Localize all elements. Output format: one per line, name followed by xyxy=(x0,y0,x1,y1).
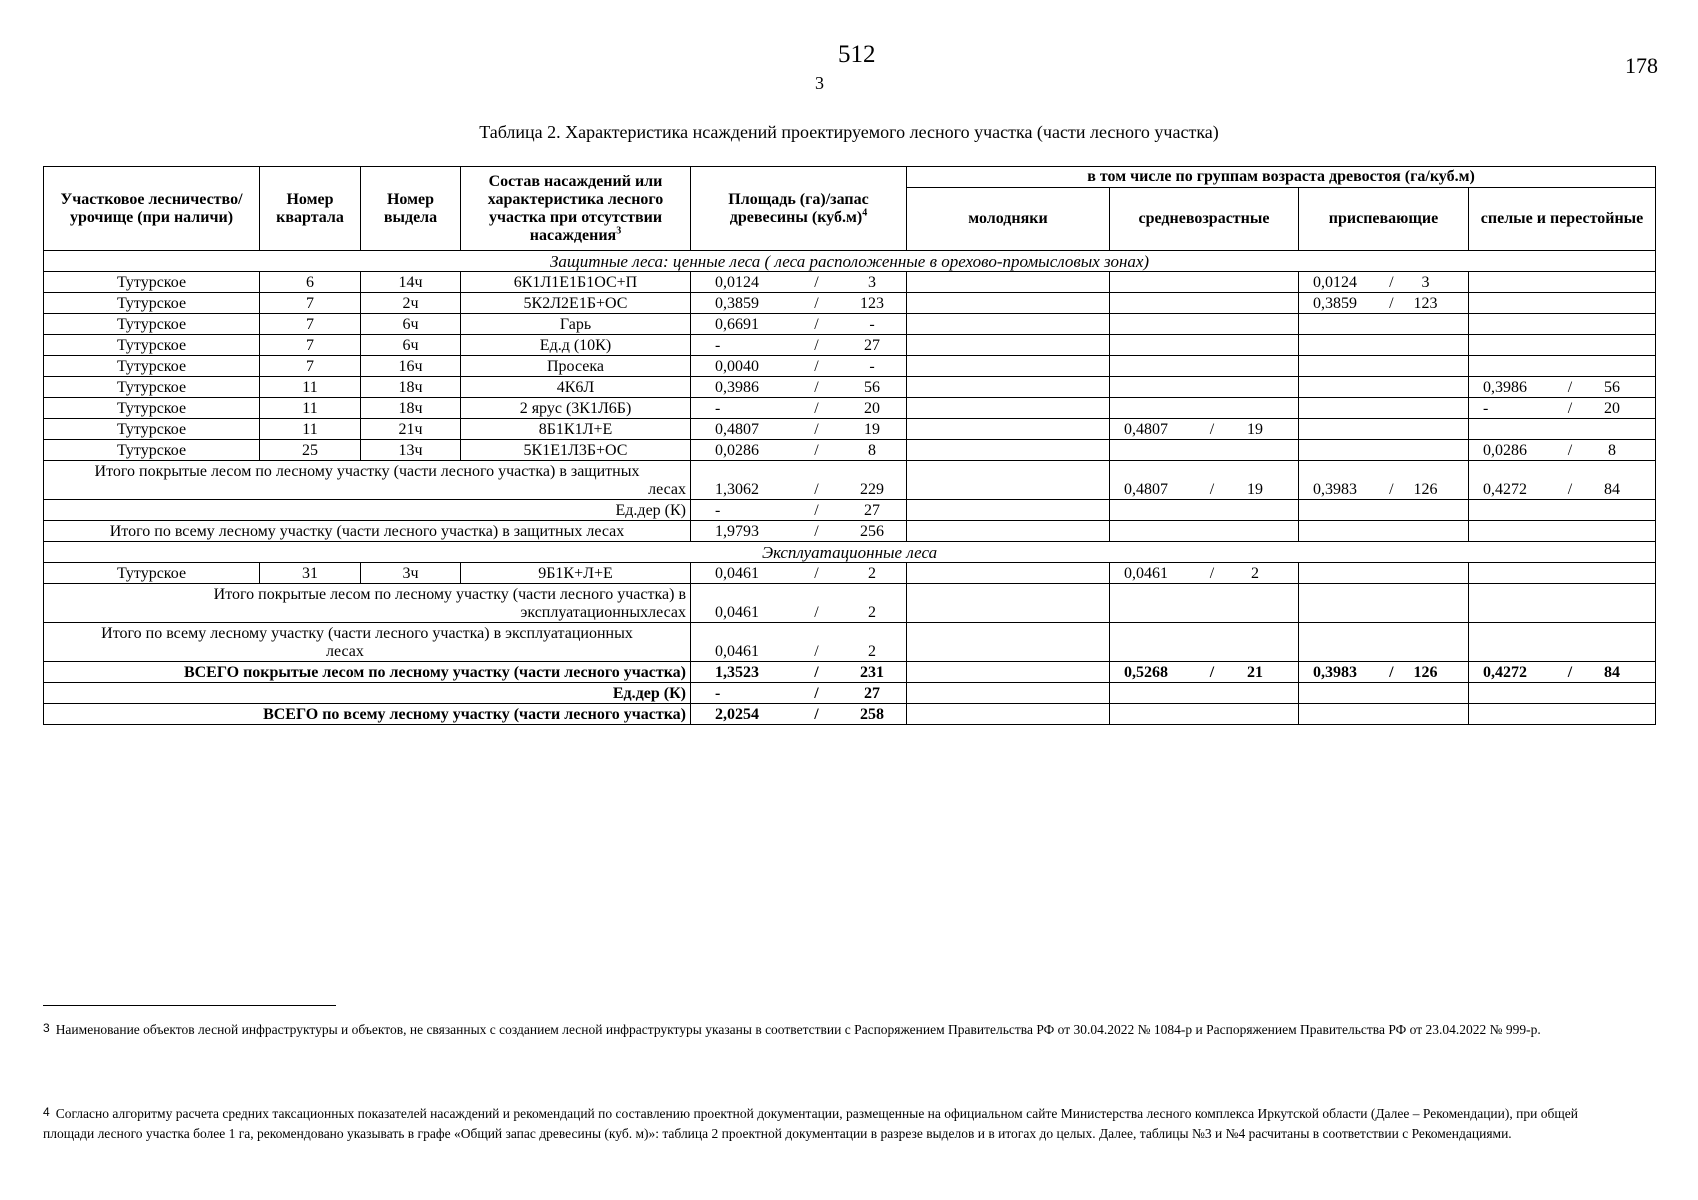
value-volume: 258 xyxy=(860,706,884,723)
value-area: 0,3859 xyxy=(715,295,759,312)
header-area xyxy=(691,167,907,251)
cell-allotment: 3ч xyxy=(361,563,461,584)
footnote-3-text: Наименование объектов лесной инфраструктуры и объектов, не связанных с созданием лесной инфраструктуры указаны в соответствии с Распоряжением Правительства РФ от 30.04.2022 № 1084-р и Распоряжением Правительства РФ от 23.04.2022 № 999-р. xyxy=(55,1022,1541,1037)
value-volume: 126 xyxy=(1413,664,1438,681)
cell-quarter: 7 xyxy=(260,314,361,335)
value-volume: 3 xyxy=(868,274,876,291)
cell-forestry: Тутурское xyxy=(44,293,260,314)
value-volume: 56 xyxy=(864,379,880,396)
separator-slash: / xyxy=(814,685,819,702)
value-volume: 21 xyxy=(1247,664,1263,681)
age-group-cell xyxy=(1110,314,1299,335)
subtotal-single-trees xyxy=(44,500,1656,521)
cell-area-volume xyxy=(691,704,907,725)
cell-allotment: 13ч xyxy=(361,440,461,461)
age-group-cell xyxy=(907,335,1110,356)
table-row xyxy=(44,335,1656,356)
value-area: 0,0124 xyxy=(715,274,759,291)
cell-quarter: 25 xyxy=(260,440,361,461)
page-number: 512 xyxy=(838,41,876,68)
separator-slash: / xyxy=(1567,664,1573,681)
header-maturing: приспевающие xyxy=(1299,188,1469,251)
value-area: 0,3986 xyxy=(715,379,759,396)
value-area: 1,3523 xyxy=(715,664,759,681)
subtotal-covered-exploitation xyxy=(44,584,1656,623)
table-body xyxy=(44,251,1656,725)
cell-area-volume xyxy=(691,419,907,440)
age-group-cell xyxy=(907,461,1110,500)
subtotal-all-exploitation xyxy=(44,623,1656,662)
summary-label-line1: Итого покрытые лесом по лесному участку (части лесного участка) в защитных xyxy=(94,463,640,480)
age-group-cell xyxy=(1299,623,1469,662)
cell-quarter: 11 xyxy=(260,419,361,440)
value-area: 0,0286 xyxy=(715,442,759,459)
table-row xyxy=(44,272,1656,293)
summary-label-line1: Итого по всему лесному участку (части лесного участка) в эксплуатационных xyxy=(101,625,633,642)
separator-slash: / xyxy=(814,604,819,621)
summary-label-line2: лесах xyxy=(648,481,686,498)
footnote-4-text: Согласно алгоритму расчета средних таксационных показателей насаждений и рекомендаций по составлению проектной документации, размещенные на официальном сайте Министерства лесного комплекса Иркутской области (Далее – Рекомендации), при общей площади лесного участка более 1 га, рекомендовано указывать в графе «Общий запас древесины (куб. м)»: таблица 2 проектной документации в разрезе выделов и в итогах до целых. Далее, таблицы №3 и №4 расчитаны в соответствии с Рекомендациями. xyxy=(43,1106,1578,1141)
section-exploitation-forests: Эксплуатационные леса xyxy=(44,542,1656,563)
header-composition-text: Состав насаждений или характеристика лесного участка при отсутствии насаждения xyxy=(487,172,664,244)
cell-quarter: 6 xyxy=(260,272,361,293)
age-group-cell xyxy=(1469,461,1656,500)
value-volume: 256 xyxy=(860,523,884,540)
value-volume: 123 xyxy=(860,295,884,312)
table-caption: Таблица 2. Характеристика нсаждений проектируемого лесного участка (части лесного участка) xyxy=(479,122,1219,142)
value-area: 0,0286 xyxy=(1483,442,1527,459)
total-covered xyxy=(44,662,1656,683)
header-mature: спелые и перестойные xyxy=(1469,188,1656,251)
value-volume: 19 xyxy=(864,421,880,438)
value-volume: 2 xyxy=(868,604,876,621)
age-group-cell xyxy=(907,272,1110,293)
age-group-cell xyxy=(1469,563,1656,584)
age-group-cell xyxy=(1110,440,1299,461)
separator-slash: / xyxy=(814,316,819,333)
cell-composition: 9Б1К+Л+Е xyxy=(461,563,691,584)
header-area-text: Площадь (га)/запас древесины (куб.м) xyxy=(728,190,869,226)
separator-slash: / xyxy=(814,421,819,438)
age-group-cell xyxy=(1299,440,1469,461)
table-row xyxy=(44,398,1656,419)
footnote-ref-3: 3 xyxy=(616,225,622,237)
cell-composition: 5К1Е1Л3Б+ОС xyxy=(461,440,691,461)
header-age-groups: в том числе по группам возраста древостоя (га/куб.м) xyxy=(907,167,1656,188)
age-group-cell xyxy=(907,521,1110,542)
summary-label-line2: эксплуатационныхлесах xyxy=(520,604,686,621)
separator-slash: / xyxy=(814,502,819,519)
age-group-cell xyxy=(1469,704,1656,725)
value-volume: 126 xyxy=(1413,481,1438,498)
cell-forestry: Тутурское xyxy=(44,377,260,398)
age-group-cell xyxy=(1469,521,1656,542)
value-area: 0,0124 xyxy=(1313,274,1357,291)
age-group-cell xyxy=(1469,623,1656,662)
age-group-cell xyxy=(907,584,1110,623)
age-group-cell xyxy=(907,377,1110,398)
age-group-cell xyxy=(1469,500,1656,521)
age-group-cell xyxy=(1469,683,1656,704)
age-group-cell xyxy=(1299,461,1469,500)
age-group-cell xyxy=(907,440,1110,461)
age-group-cell xyxy=(1299,314,1469,335)
cell-allotment: 18ч xyxy=(361,398,461,419)
table-row xyxy=(44,377,1656,398)
value-volume: - xyxy=(869,316,875,333)
summary-label xyxy=(44,623,691,662)
cell-area-volume xyxy=(691,461,907,500)
age-group-cell xyxy=(1110,563,1299,584)
cell-quarter: 7 xyxy=(260,356,361,377)
header-allotment: Номер выдела xyxy=(361,167,461,251)
table-row xyxy=(44,419,1656,440)
summary-label xyxy=(44,461,691,500)
value-volume: 229 xyxy=(860,481,884,498)
cell-area-volume xyxy=(691,584,907,623)
age-group-cell xyxy=(907,683,1110,704)
separator-slash: / xyxy=(1567,400,1573,417)
value-area: - xyxy=(715,502,721,519)
cell-area-volume xyxy=(691,356,907,377)
age-group-cell xyxy=(1299,662,1469,683)
summary-label xyxy=(44,584,691,623)
age-group-cell xyxy=(907,419,1110,440)
cell-area-volume xyxy=(691,521,907,542)
value-area: 0,0040 xyxy=(715,358,759,375)
value-volume: 123 xyxy=(1413,295,1438,312)
value-volume: 8 xyxy=(1608,442,1617,459)
value-area: 0,4807 xyxy=(1124,421,1168,438)
value-volume: 27 xyxy=(864,685,880,702)
footnote-separator xyxy=(43,1005,336,1006)
age-group-cell xyxy=(1299,584,1469,623)
separator-slash: / xyxy=(1209,421,1215,438)
age-group-cell xyxy=(1110,662,1299,683)
age-group-cell xyxy=(907,356,1110,377)
cell-composition: 6К1Л1Е1Б1ОС+П xyxy=(461,272,691,293)
age-group-cell xyxy=(1299,377,1469,398)
age-group-cell xyxy=(1110,461,1299,500)
age-group-cell xyxy=(907,500,1110,521)
value-area: - xyxy=(715,685,721,702)
value-area: - xyxy=(715,337,721,354)
value-volume: 27 xyxy=(864,337,880,354)
value-volume: 84 xyxy=(1604,481,1621,498)
header-composition xyxy=(461,167,691,251)
page-number-right: 178 xyxy=(1625,53,1658,78)
separator-slash: / xyxy=(1389,295,1394,312)
age-group-cell xyxy=(907,314,1110,335)
age-group-cell xyxy=(1299,521,1469,542)
summary-label-line1: Итого покрытые лесом по лесному участку (части лесного участка) в xyxy=(213,586,686,603)
age-group-cell xyxy=(1469,356,1656,377)
age-group-cell xyxy=(1110,272,1299,293)
cell-area-volume xyxy=(691,662,907,683)
separator-slash: / xyxy=(814,274,819,291)
separator-slash: / xyxy=(814,643,819,660)
value-volume: 20 xyxy=(864,400,880,417)
plantings-table xyxy=(43,166,1656,725)
cell-quarter: 31 xyxy=(260,563,361,584)
separator-slash: / xyxy=(1209,664,1215,681)
age-group-cell xyxy=(1469,398,1656,419)
cell-composition: 4К6Л xyxy=(461,377,691,398)
page-subnumber: 3 xyxy=(815,73,824,93)
separator-slash: / xyxy=(814,523,819,540)
footnote-3 xyxy=(43,1018,1603,1040)
subtotal-covered-protective xyxy=(44,461,1656,500)
separator-slash: / xyxy=(1209,481,1215,498)
value-area: 0,4807 xyxy=(715,421,759,438)
cell-composition: 8Б1К1Л+Е xyxy=(461,419,691,440)
age-group-cell xyxy=(1299,335,1469,356)
value-area: 0,0461 xyxy=(715,604,759,621)
separator-slash: / xyxy=(1389,274,1394,291)
age-group-cell xyxy=(1299,398,1469,419)
total-all xyxy=(44,704,1656,725)
separator-slash: / xyxy=(814,706,819,723)
age-group-cell xyxy=(1299,419,1469,440)
summary-label: ВСЕГО покрытые лесом по лесному участку (части лесного участка) xyxy=(44,662,691,683)
cell-forestry: Тутурское xyxy=(44,440,260,461)
table-row xyxy=(44,314,1656,335)
age-group-cell xyxy=(1469,293,1656,314)
cell-area-volume xyxy=(691,440,907,461)
age-group-cell xyxy=(1110,623,1299,662)
age-group-cell xyxy=(1299,272,1469,293)
cell-composition: Гарь xyxy=(461,314,691,335)
cell-allotment: 6ч xyxy=(361,314,461,335)
value-volume: 20 xyxy=(1604,400,1621,417)
age-group-cell xyxy=(1110,293,1299,314)
age-group-cell xyxy=(1110,356,1299,377)
value-area: 0,3983 xyxy=(1313,481,1357,498)
value-volume: 19 xyxy=(1247,421,1263,438)
age-group-cell xyxy=(1469,377,1656,398)
value-area: 1,9793 xyxy=(715,523,759,540)
table-row xyxy=(44,440,1656,461)
value-volume: 27 xyxy=(864,502,880,519)
summary-label: ВСЕГО по всему лесному участку (части лесного участка) xyxy=(44,704,691,725)
cell-quarter: 7 xyxy=(260,335,361,356)
header-quarter: Номер квартала xyxy=(260,167,361,251)
value-area: 0,6691 xyxy=(715,316,759,333)
age-group-cell xyxy=(1110,521,1299,542)
separator-slash: / xyxy=(814,379,819,396)
age-group-cell xyxy=(1299,683,1469,704)
value-volume: 8 xyxy=(868,442,876,459)
age-group-cell xyxy=(907,563,1110,584)
age-group-cell xyxy=(1110,584,1299,623)
value-area: 0,0461 xyxy=(1124,565,1168,582)
header-young: молодняки xyxy=(907,188,1110,251)
age-group-cell xyxy=(1469,419,1656,440)
separator-slash: / xyxy=(1567,481,1573,498)
summary-label: Итого по всему лесному участку (части лесного участка) в защитных лесах xyxy=(44,521,691,542)
value-volume: 3 xyxy=(1421,274,1430,291)
cell-area-volume xyxy=(691,314,907,335)
age-group-cell xyxy=(907,704,1110,725)
header-forestry: Участковое лесничество/ урочище (при наличи) xyxy=(44,167,260,251)
age-group-cell xyxy=(1469,584,1656,623)
table-row xyxy=(44,563,1656,584)
value-area: 0,3859 xyxy=(1313,295,1357,312)
separator-slash: / xyxy=(1567,442,1573,459)
value-volume: 84 xyxy=(1604,664,1621,681)
value-area: - xyxy=(1483,400,1489,417)
value-area: - xyxy=(715,400,721,417)
separator-slash: / xyxy=(814,664,819,681)
value-area: 0,4807 xyxy=(1124,481,1168,498)
summary-label: Ед.дер (К) xyxy=(44,683,691,704)
age-group-cell xyxy=(1299,500,1469,521)
value-volume: 231 xyxy=(860,664,884,681)
cell-composition: 2 ярус (3К1Л6Б) xyxy=(461,398,691,419)
cell-area-volume xyxy=(691,563,907,584)
separator-slash: / xyxy=(814,442,819,459)
value-area: 0,0461 xyxy=(715,643,759,660)
age-group-cell xyxy=(1110,335,1299,356)
value-area: 2,0254 xyxy=(715,706,759,723)
value-area: 0,3986 xyxy=(1483,379,1527,396)
footnote-3-mark: 3 xyxy=(43,1021,50,1035)
cell-allotment: 18ч xyxy=(361,377,461,398)
cell-allotment: 2ч xyxy=(361,293,461,314)
cell-forestry: Тутурское xyxy=(44,335,260,356)
cell-area-volume xyxy=(691,398,907,419)
age-group-cell xyxy=(907,398,1110,419)
age-group-cell xyxy=(1299,356,1469,377)
age-group-cell xyxy=(1469,272,1656,293)
age-group-cell xyxy=(1110,419,1299,440)
footnote-ref-4: 4 xyxy=(862,207,868,219)
footnote-4 xyxy=(43,1102,1603,1144)
value-volume: 2 xyxy=(868,643,876,660)
age-group-cell xyxy=(1110,683,1299,704)
value-area: 0,3983 xyxy=(1313,664,1357,681)
value-area: 0,0461 xyxy=(715,565,759,582)
separator-slash: / xyxy=(814,565,819,582)
age-group-cell xyxy=(1110,500,1299,521)
separator-slash: / xyxy=(814,481,819,498)
age-group-cell xyxy=(1469,335,1656,356)
value-area: 0,4272 xyxy=(1483,481,1527,498)
separator-slash: / xyxy=(814,400,819,417)
table-row xyxy=(44,293,1656,314)
value-volume: 19 xyxy=(1247,481,1263,498)
section-protective-forests: Защитные леса: ценные леса ( леса расположенные в орехово-промысловых зонах) xyxy=(44,251,1656,272)
separator-slash: / xyxy=(1389,481,1394,498)
footnote-4-mark: 4 xyxy=(43,1105,50,1119)
total-single-trees xyxy=(44,683,1656,704)
cell-allotment: 6ч xyxy=(361,335,461,356)
cell-area-volume xyxy=(691,377,907,398)
age-group-cell xyxy=(907,662,1110,683)
cell-area-volume xyxy=(691,293,907,314)
separator-slash: / xyxy=(814,295,819,312)
cell-composition: Просека xyxy=(461,356,691,377)
cell-area-volume xyxy=(691,335,907,356)
age-group-cell xyxy=(1110,704,1299,725)
cell-quarter: 11 xyxy=(260,398,361,419)
age-group-cell xyxy=(1299,293,1469,314)
separator-slash: / xyxy=(1567,379,1573,396)
separator-slash: / xyxy=(814,358,819,375)
age-group-cell xyxy=(1469,440,1656,461)
cell-forestry: Тутурское xyxy=(44,563,260,584)
age-group-cell xyxy=(1110,377,1299,398)
subtotal-all-protective xyxy=(44,521,1656,542)
cell-allotment: 14ч xyxy=(361,272,461,293)
cell-quarter: 11 xyxy=(260,377,361,398)
age-group-cell xyxy=(1299,563,1469,584)
age-group-cell xyxy=(1469,314,1656,335)
cell-quarter: 7 xyxy=(260,293,361,314)
age-group-cell xyxy=(1469,662,1656,683)
header-middle: средневозрастные xyxy=(1110,188,1299,251)
age-group-cell xyxy=(1299,704,1469,725)
value-area: 0,5268 xyxy=(1124,664,1168,681)
cell-area-volume xyxy=(691,500,907,521)
cell-allotment: 16ч xyxy=(361,356,461,377)
cell-area-volume xyxy=(691,623,907,662)
age-group-cell xyxy=(907,623,1110,662)
value-volume: - xyxy=(869,358,875,375)
cell-area-volume xyxy=(691,683,907,704)
cell-composition: Ед.д (10К) xyxy=(461,335,691,356)
value-area: 0,4272 xyxy=(1483,664,1527,681)
cell-forestry: Тутурское xyxy=(44,272,260,293)
cell-area-volume xyxy=(691,272,907,293)
value-area: 1,3062 xyxy=(715,481,759,498)
age-group-cell xyxy=(1110,398,1299,419)
value-volume: 2 xyxy=(1251,565,1259,582)
value-volume: 56 xyxy=(1604,379,1621,396)
cell-allotment: 21ч xyxy=(361,419,461,440)
age-group-cell xyxy=(907,293,1110,314)
summary-label-line2: лесах xyxy=(326,643,364,660)
value-volume: 2 xyxy=(868,565,876,582)
summary-label: Ед.дер (К) xyxy=(44,500,691,521)
separator-slash: / xyxy=(1389,664,1394,681)
table-row xyxy=(44,356,1656,377)
separator-slash: / xyxy=(814,337,819,354)
cell-forestry: Тутурское xyxy=(44,314,260,335)
cell-forestry: Тутурское xyxy=(44,419,260,440)
separator-slash: / xyxy=(1209,565,1215,582)
cell-forestry: Тутурское xyxy=(44,356,260,377)
cell-composition: 5К2Л2Е1Б+ОС xyxy=(461,293,691,314)
cell-forestry: Тутурское xyxy=(44,398,260,419)
